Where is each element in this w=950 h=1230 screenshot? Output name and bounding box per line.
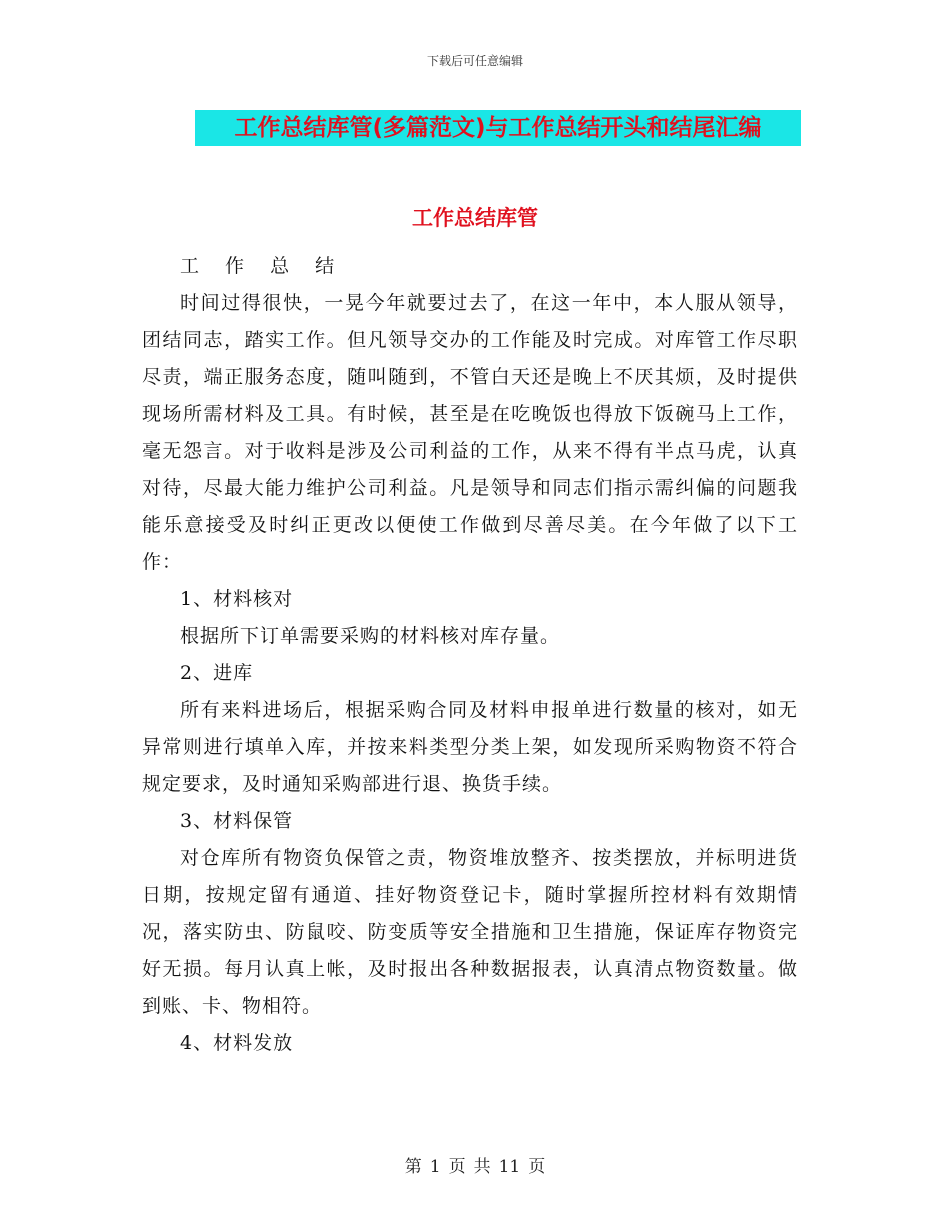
paragraph: 所有来料进场后，根据采购合同及材料申报单进行数量的核对，如无异常则进行填单入库，并按来料类型分类上架，如发现所采购物资不符合规定要求，及时通知采购部进行退、换货手续。 [142,699,798,795]
footer-page-prefix: 第 [404,1157,422,1177]
paragraph: 时间过得很快，一晃今年就要过去了，在这一年中，本人服从领导，团结同志，踏实工作。但凡领导交办的工作能及时完成。对库管工作尽职尽责，端正服务态度，随叫随到，不管白天还是晚上不厌其烦，及时提供现场所需材料及工具。有时候，甚至是在吃晚饭也得放下饭碗马上工作，毫无怨言。对于收料是涉及公司利益的工作，从来不得有半点马虎，认真对待，尽最大能力维护公司利益。凡是领导和同志们指示需纠偏的问题我能乐意接受及时纠正更改以便使工作做到尽善尽美。在今年做了以下工作： [142,292,798,573]
footer-total-label: 共 [473,1157,491,1177]
paragraph: 根据所下订单需要采购的材料核对库存量。 [180,625,561,647]
item-heading: 2、进库 [180,662,254,684]
page-footer [0,1152,950,1177]
paragraph-heading: 工 作 总 结 [180,255,345,277]
item-heading: 4、材料发放 [180,1032,294,1054]
footer-page-mid: 页 [448,1157,466,1177]
footer-current-page: 1 [429,1157,441,1177]
section-title: 工作总结库管 [412,206,538,230]
document-title: 工作总结库管(多篇范文)与工作总结开头和结尾汇编 [195,110,801,146]
document-body [142,248,798,1062]
footer-total-pages: 11 [498,1157,521,1177]
footer-page-suffix: 页 [528,1157,546,1177]
header-note: 下载后可任意编辑 [426,54,523,68]
paragraph: 对仓库所有物资负保管之责，物资堆放整齐、按类摆放，并标明进货日期，按规定留有通道、挂好物资登记卡，随时掌握所控材料有效期情况，落实防虫、防鼠咬、防变质等安全措施和卫生措施，保证库存物资完好无损。每月认真上帐，及时报出各种数据报表，认真清点物资数量。做到账、卡、物相符。 [142,847,798,1017]
item-heading: 3、材料保管 [180,810,294,832]
item-heading: 1、材料核对 [180,588,294,610]
